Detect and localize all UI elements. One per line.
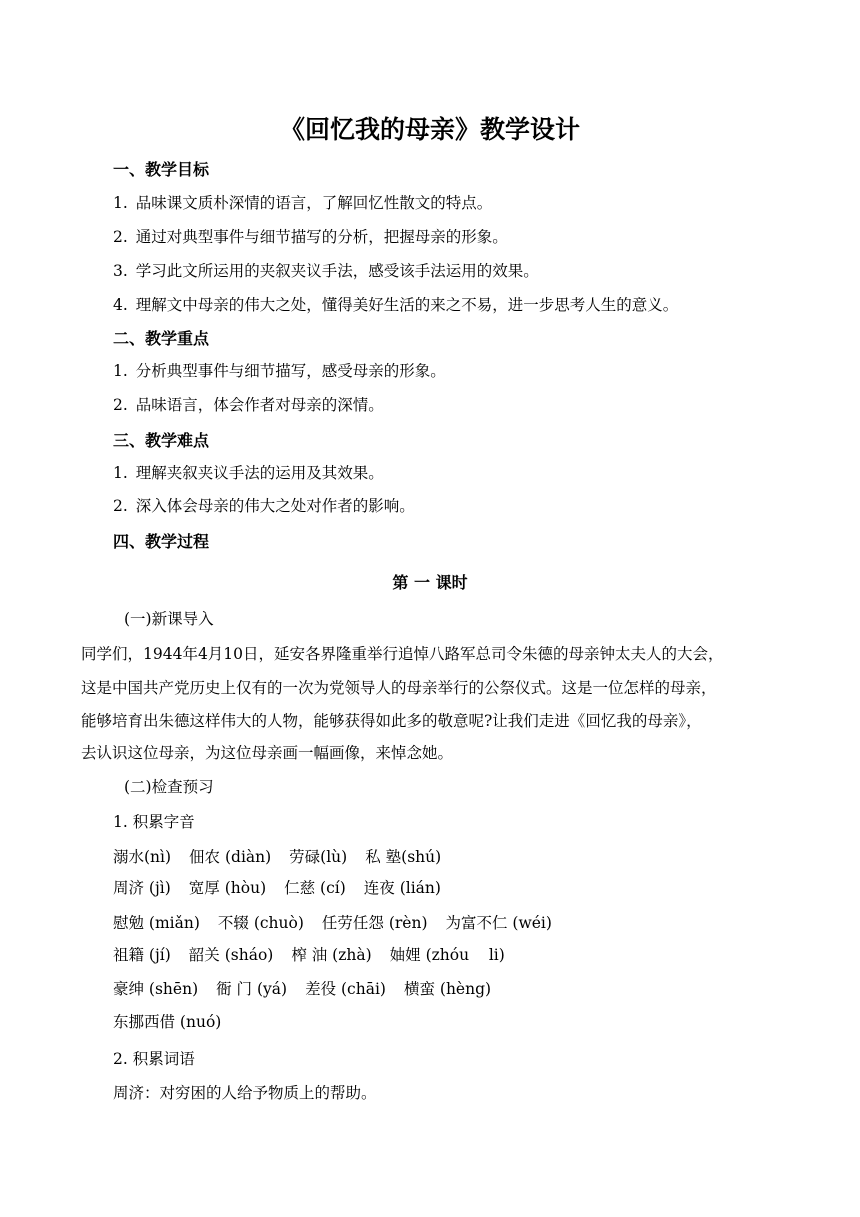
difficult-item-1: 1. 理解夹叙夹议手法的运用及其效果。 [113, 464, 384, 482]
intro-line-4: 去认识这位母亲，为这位母亲画一幅画像，来悼念她。 [81, 744, 454, 762]
intro-line-3: 能够培育出朱德这样伟大的人物，能够获得如此多的敬意呢?让我们走进《回忆我的母亲》， [81, 712, 702, 730]
section-heading-goals: 一、教学目标 [113, 160, 210, 179]
difficult-item-2: 2. 深入体会母亲的伟大之处对作者的影响。 [113, 497, 415, 515]
section-heading-difficult: 三、教学难点 [113, 431, 210, 450]
key-item-2: 2. 品味语言，体会作者对母亲的深情。 [113, 396, 384, 414]
vocab-item-1: 周济：对穷困的人给予物质上的帮助。 [113, 1084, 377, 1102]
intro-line-2: 这是中国共产党历史上仅有的一次为党领导人的母亲举行的公祭仪式。这是一位怎样的母亲， [81, 679, 717, 697]
intro-line-1: 同学们，1944年4月10日，延安各界隆重举行追悼八路军总司令朱德的母亲钟太夫人的大会， [81, 645, 724, 663]
section-heading-process: 四、教学过程 [113, 532, 210, 551]
preview-label: (二)检查预习 [124, 778, 214, 796]
pronunciation-row: 祖籍 (jí) 韶关 (sháo) 榨 油 (zhà) 妯娌 (zhóu li) [113, 946, 505, 964]
pronunciation-row: 东挪西借 (nuó) [113, 1013, 222, 1031]
pronunciation-label: 1. 积累字音 [113, 813, 195, 831]
section-heading-key: 二、教学重点 [113, 329, 210, 348]
document-title: 《回忆我的母亲》教学设计 [279, 115, 580, 144]
goal-item-2: 2. 通过对典型事件与细节描写的分析，把握母亲的形象。 [113, 228, 508, 246]
intro-label: (一)新课导入 [124, 610, 214, 628]
key-item-1: 1. 分析典型事件与细节描写，感受母亲的形象。 [113, 362, 446, 380]
goal-item-3: 3. 学习此文所运用的夹叙夹议手法，感受该手法运用的效果。 [113, 262, 539, 280]
vocab-label: 2. 积累词语 [113, 1050, 195, 1068]
lesson-heading: 第 一 课时 [392, 573, 468, 592]
pronunciation-row: 慰勉 (miǎn) 不辍 (chuò) 任劳任怨 (rèn) 为富不仁 (wéi) [113, 914, 552, 932]
goal-item-4: 4. 理解文中母亲的伟大之处，懂得美好生活的来之不易，进一步思考人生的意义。 [113, 296, 679, 314]
pronunciation-row: 溺水(nì) 佃农 (diàn) 劳碌(lù) 私 塾(shú) [113, 848, 442, 866]
pronunciation-row: 豪绅 (shēn) 衙 门 (yá) 差役 (chāi) 横蛮 (hèng) [113, 980, 492, 998]
goal-item-1: 1. 品味课文质朴深情的语言，了解回忆性散文的特点。 [113, 194, 493, 212]
pronunciation-row: 周济 (jì) 宽厚 (hòu) 仁慈 (cí) 连夜 (lián) [113, 879, 441, 897]
